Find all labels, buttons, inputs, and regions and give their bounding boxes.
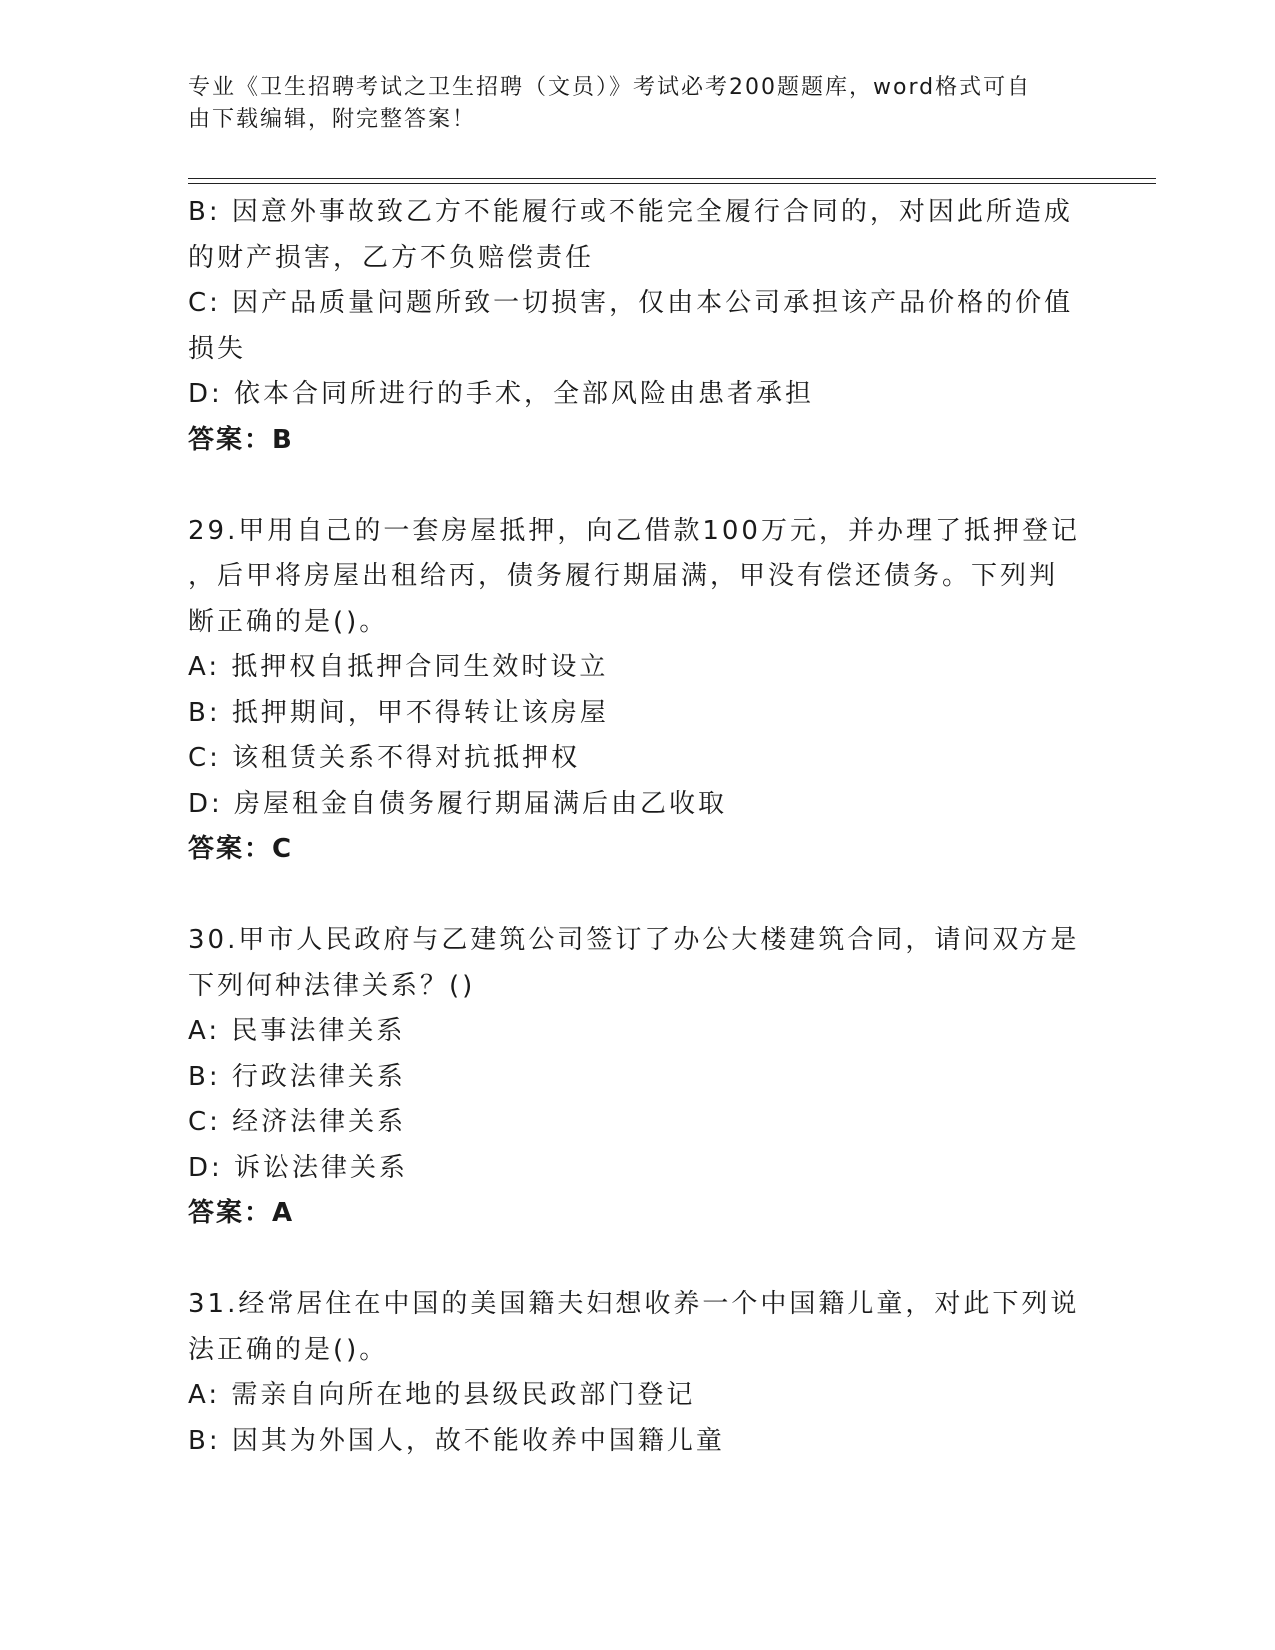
option-a: A: 民事法律关系 bbox=[188, 1016, 406, 1046]
option-line: 损失 bbox=[188, 333, 247, 364]
question-stem-line: 30.甲市人民政府与乙建筑公司签订了办公大楼建筑合同，请问双方是 bbox=[188, 925, 1080, 955]
question-stem-line: 法正确的是()。 bbox=[188, 1334, 389, 1365]
option bbox=[188, 281, 1088, 372]
spacer bbox=[188, 1237, 1088, 1283]
answer: 答案：A bbox=[188, 1198, 295, 1228]
option-a: A: 需亲自向所在地的县级民政部门登记 bbox=[188, 1380, 696, 1410]
spacer bbox=[188, 873, 1088, 919]
document-body bbox=[188, 190, 1088, 1464]
option-a: A: 抵押权自抵押合同生效时设立 bbox=[188, 652, 609, 682]
option-c: C: 经济法律关系 bbox=[188, 1107, 407, 1137]
option-b: B: 因其为外国人，故不能收养中国籍儿童 bbox=[188, 1425, 725, 1456]
option-d: D: 诉讼法律关系 bbox=[188, 1152, 409, 1183]
header-line: 专业《卫生招聘考试之卫生招聘（文员）》考试必考200题题库，word格式可自 bbox=[188, 75, 1032, 100]
option bbox=[188, 190, 1088, 281]
header-rule bbox=[188, 178, 1156, 179]
option bbox=[188, 372, 1088, 418]
option-d: D: 房屋租金自债务履行期届满后由乙收取 bbox=[188, 788, 728, 819]
answer: 答案：B bbox=[188, 424, 294, 455]
question-stem-line: 下列何种法律关系？() bbox=[188, 970, 476, 1001]
question-stem-line: 31.经常居住在中国的美国籍夫妇想收养一个中国籍儿童，对此下列说 bbox=[188, 1289, 1080, 1319]
option-line: 的财产损害，乙方不负赔偿责任 bbox=[188, 242, 595, 273]
question-stem-line: 断正确的是()。 bbox=[188, 606, 389, 637]
question-29 bbox=[188, 509, 1088, 873]
question-stem-line: 29.甲用自己的一套房屋抵押，向乙借款100万元，并办理了抵押登记 bbox=[188, 515, 1080, 546]
option-line: C: 因产品质量问题所致一切损害，仅由本公司承担该产品价格的价值 bbox=[188, 288, 1074, 318]
header-line: 由下载编辑，附完整答案！ bbox=[188, 107, 477, 132]
answer: 答案：C bbox=[188, 834, 294, 864]
header-rule bbox=[188, 183, 1156, 184]
option-line: D: 依本合同所进行的手术，全部风险由患者承担 bbox=[188, 379, 815, 409]
option-b: B: 行政法律关系 bbox=[188, 1061, 406, 1092]
question-31 bbox=[188, 1282, 1088, 1464]
spacer bbox=[188, 463, 1088, 509]
question-30 bbox=[188, 918, 1088, 1237]
document-header bbox=[188, 72, 1078, 136]
option-c: C: 该租赁关系不得对抗抵押权 bbox=[188, 743, 581, 773]
option-line: B: 因意外事故致乙方不能履行或不能完全履行合同的，对因此所造成 bbox=[188, 197, 1073, 227]
option-b: B: 抵押期间，甲不得转让该房屋 bbox=[188, 697, 609, 728]
question-stem-line: ，后甲将房屋出租给丙，债务履行期届满，甲没有偿还债务。下列判 bbox=[188, 561, 1059, 591]
